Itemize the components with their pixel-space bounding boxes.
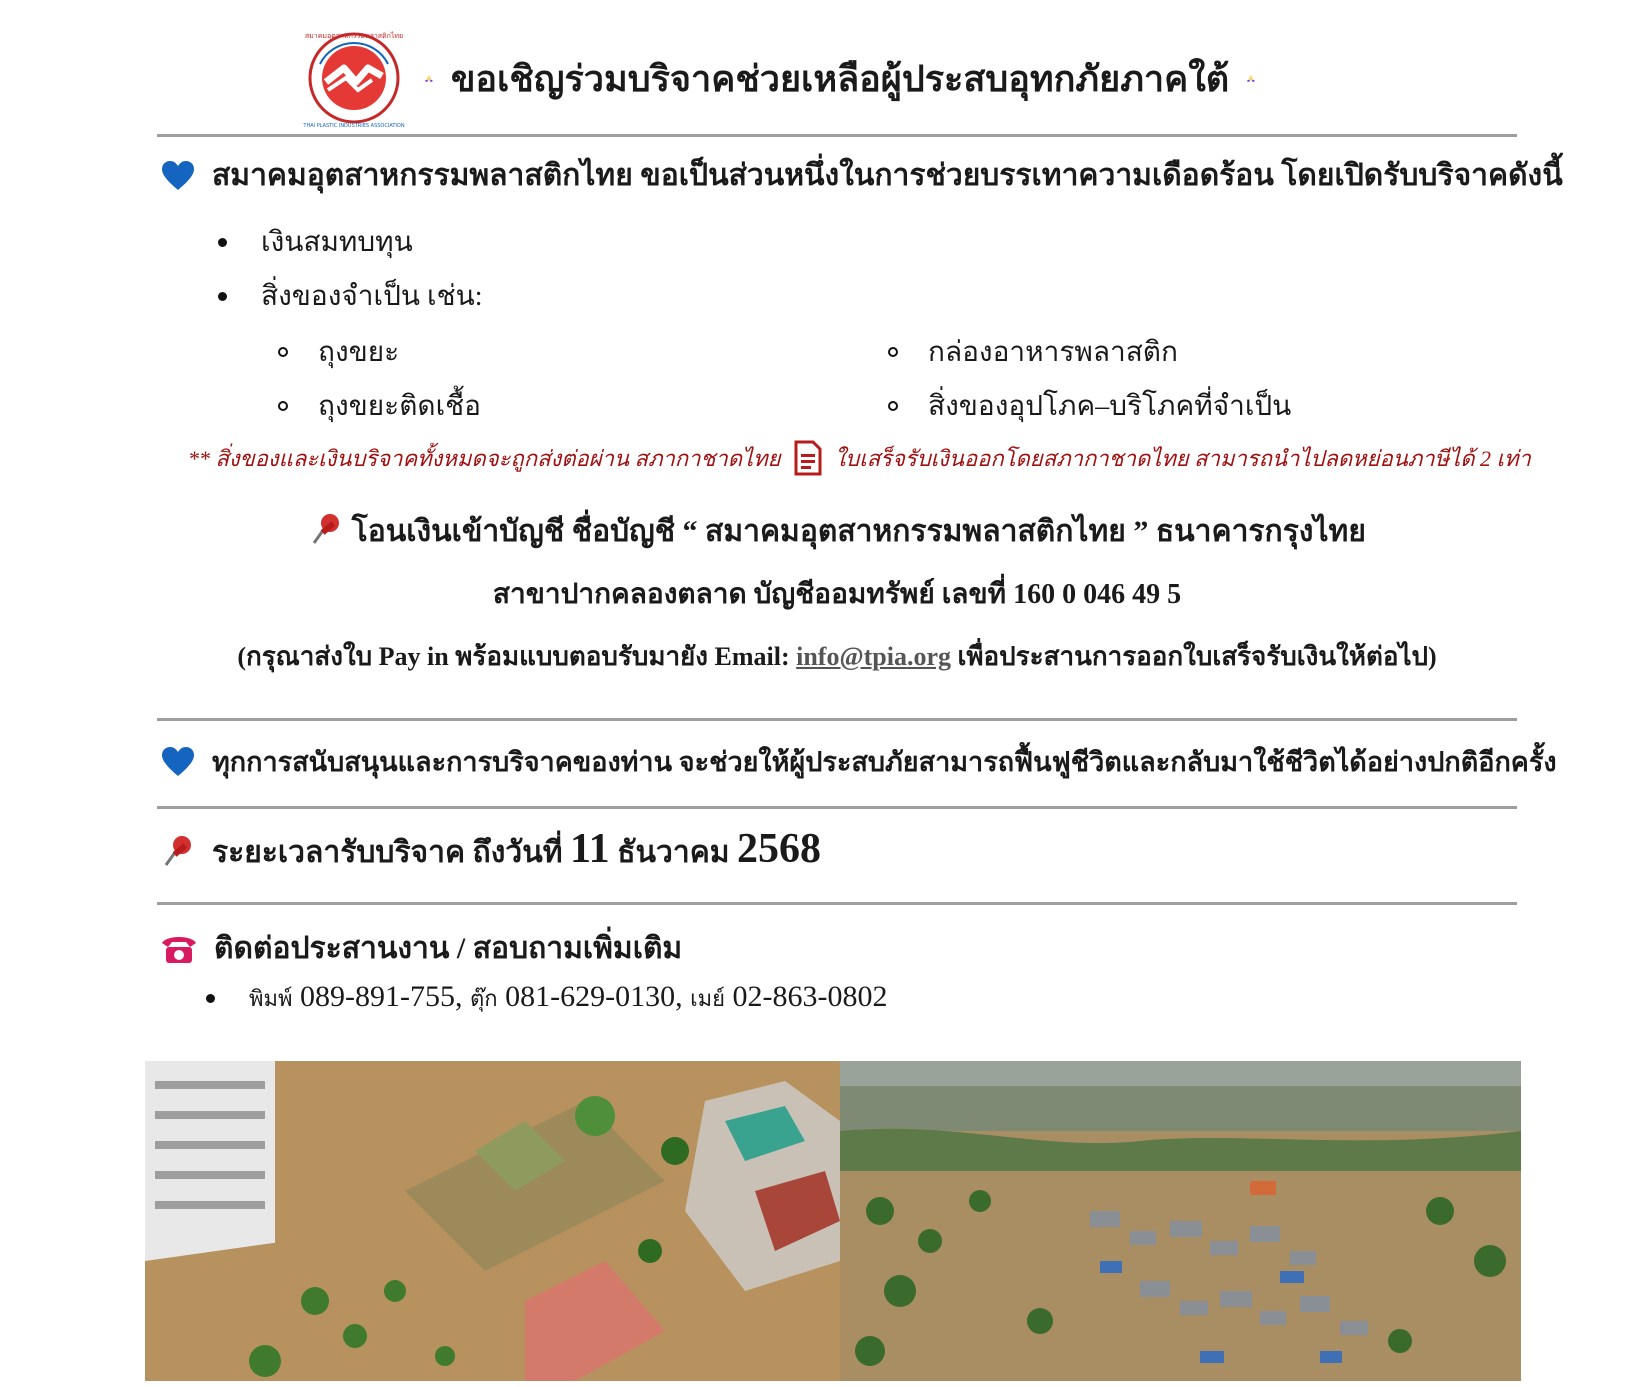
- intro-text: สมาคมอุตสาหกรรมพลาสติกไทย ขอเป็นส่วนหนึ่งในการช่วยบรรเทาความเดือดร้อน โดยเปิดรับบริจาคดังนี้: [212, 159, 1563, 192]
- transfer-line: [157, 508, 1517, 555]
- branch-line: [157, 572, 1517, 616]
- period-label: ระยะเวลารับบริจาค ถึงวันที่: [212, 836, 563, 869]
- flood-photo-right: [840, 1061, 1521, 1381]
- list-item: [278, 330, 399, 374]
- list-item: [278, 384, 481, 428]
- pushpin-icon: [308, 511, 344, 547]
- sub-item-infectious-bags: ถุงขยะติดเชื้อ: [318, 391, 481, 422]
- folded-hands-icon: [1247, 56, 1255, 100]
- list-item: [888, 384, 1291, 428]
- donation-item-money: เงินสมทบทุน: [261, 227, 413, 258]
- email-line: [157, 636, 1517, 677]
- period-year: 2568: [737, 826, 822, 872]
- support-row: [160, 740, 1557, 783]
- circle-bullet-icon: [278, 347, 288, 357]
- flood-photo-left: [145, 1061, 840, 1381]
- header-title-row: [425, 50, 1255, 106]
- circle-bullet-icon: [278, 401, 288, 411]
- contact-phone-3: 02-863-0802: [725, 980, 888, 1013]
- contact-row: [160, 925, 682, 972]
- document-icon: [793, 440, 823, 476]
- period-row: [160, 825, 821, 876]
- sub-item-consumer-goods: สิ่งของอุปโภค–บริโภคที่จำเป็น: [928, 391, 1292, 422]
- period-month: ธันวาคม: [617, 836, 730, 869]
- red-cross-note: [188, 440, 1531, 476]
- contact-name-1: พิมพ์: [249, 986, 293, 1011]
- association-logo: [300, 24, 408, 128]
- branch-account-text: สาขาปากคลองตลาด บัญชีออมทรัพย์ เลขที่ 160 0 046 49 5: [492, 579, 1182, 610]
- bullet-icon: [218, 292, 227, 301]
- divider: [157, 718, 1517, 721]
- period-day: 11: [570, 826, 610, 872]
- contact-name-3: เมย์: [690, 986, 726, 1011]
- circle-bullet-icon: [888, 401, 898, 411]
- email-prefix: (กรุณาส่งใบ Pay in พร้อมแบบตอบรับมายัง Email:: [237, 642, 797, 671]
- telephone-icon: [160, 933, 198, 965]
- donation-item-goods: สิ่งของจำเป็น เช่น:: [261, 281, 483, 312]
- sub-item-food-boxes: กล่องอาหารพลาสติก: [928, 337, 1178, 368]
- pushpin-icon: [160, 833, 196, 869]
- blue-heart-icon: [160, 746, 196, 778]
- list-item: [218, 220, 413, 264]
- transfer-account-text: โอนเงินเข้าบัญชี ชื่อบัญชี “ สมาคมอุตสาหกรรมพลาสติกไทย ” ธนาคารกรุงไทย: [351, 515, 1366, 548]
- note-part1: ** สิ่งของและเงินบริจาคทั้งหมดจะถูกส่งต่อผ่าน สภากาชาดไทย: [188, 445, 781, 471]
- bullet-icon: [218, 238, 227, 247]
- contact-phone-1: 089-891-755,: [292, 980, 470, 1013]
- contact-phone-2: 081-629-0130,: [497, 980, 691, 1013]
- bullet-icon: [206, 994, 215, 1003]
- folded-hands-icon: [425, 56, 433, 100]
- logo-text-top: สมาคมอุตสาหกรรมพลาสติกไทย: [304, 32, 404, 40]
- email-link[interactable]: info@tpia.org: [796, 642, 952, 671]
- divider: [157, 806, 1517, 809]
- blue-heart-icon: [160, 160, 196, 192]
- intro-row: [160, 152, 1563, 199]
- note-part2: ใบเสร็จรับเงินออกโดยสภากาชาดไทย สามารถนำไปลดหย่อนภาษีได้ 2 เท่า: [834, 445, 1531, 471]
- support-text: ทุกการสนับสนุนและการบริจาคของท่าน จะช่วยให้ผู้ประสบภัยสามารถฟื้นฟูชีวิตและกลับมาใช้ชีวิตได้อย่างปกติอีกครั้ง: [212, 747, 1557, 777]
- list-item: [888, 330, 1178, 374]
- contact-name-2: ตุ๊ก: [470, 986, 498, 1011]
- list-item: [218, 274, 483, 318]
- list-item: [206, 980, 888, 1016]
- email-suffix: เพื่อประสานการออกใบเสร็จรับเงินให้ต่อไป): [951, 642, 1437, 671]
- logo-text-bottom: THAI PLASTIC INDUSTRIES ASSOCIATION: [303, 123, 405, 128]
- contact-title: ติดต่อประสานงาน / สอบถามเพิ่มเติม: [214, 932, 683, 965]
- sub-item-garbage-bags: ถุงขยะ: [318, 337, 400, 368]
- divider: [157, 134, 1517, 137]
- contact-phones: [249, 980, 888, 1016]
- circle-bullet-icon: [888, 347, 898, 357]
- page-title: ขอเชิญร่วมบริจาคช่วยเหลือผู้ประสบอุทกภัยภาคใต้: [450, 58, 1230, 99]
- divider: [157, 902, 1517, 905]
